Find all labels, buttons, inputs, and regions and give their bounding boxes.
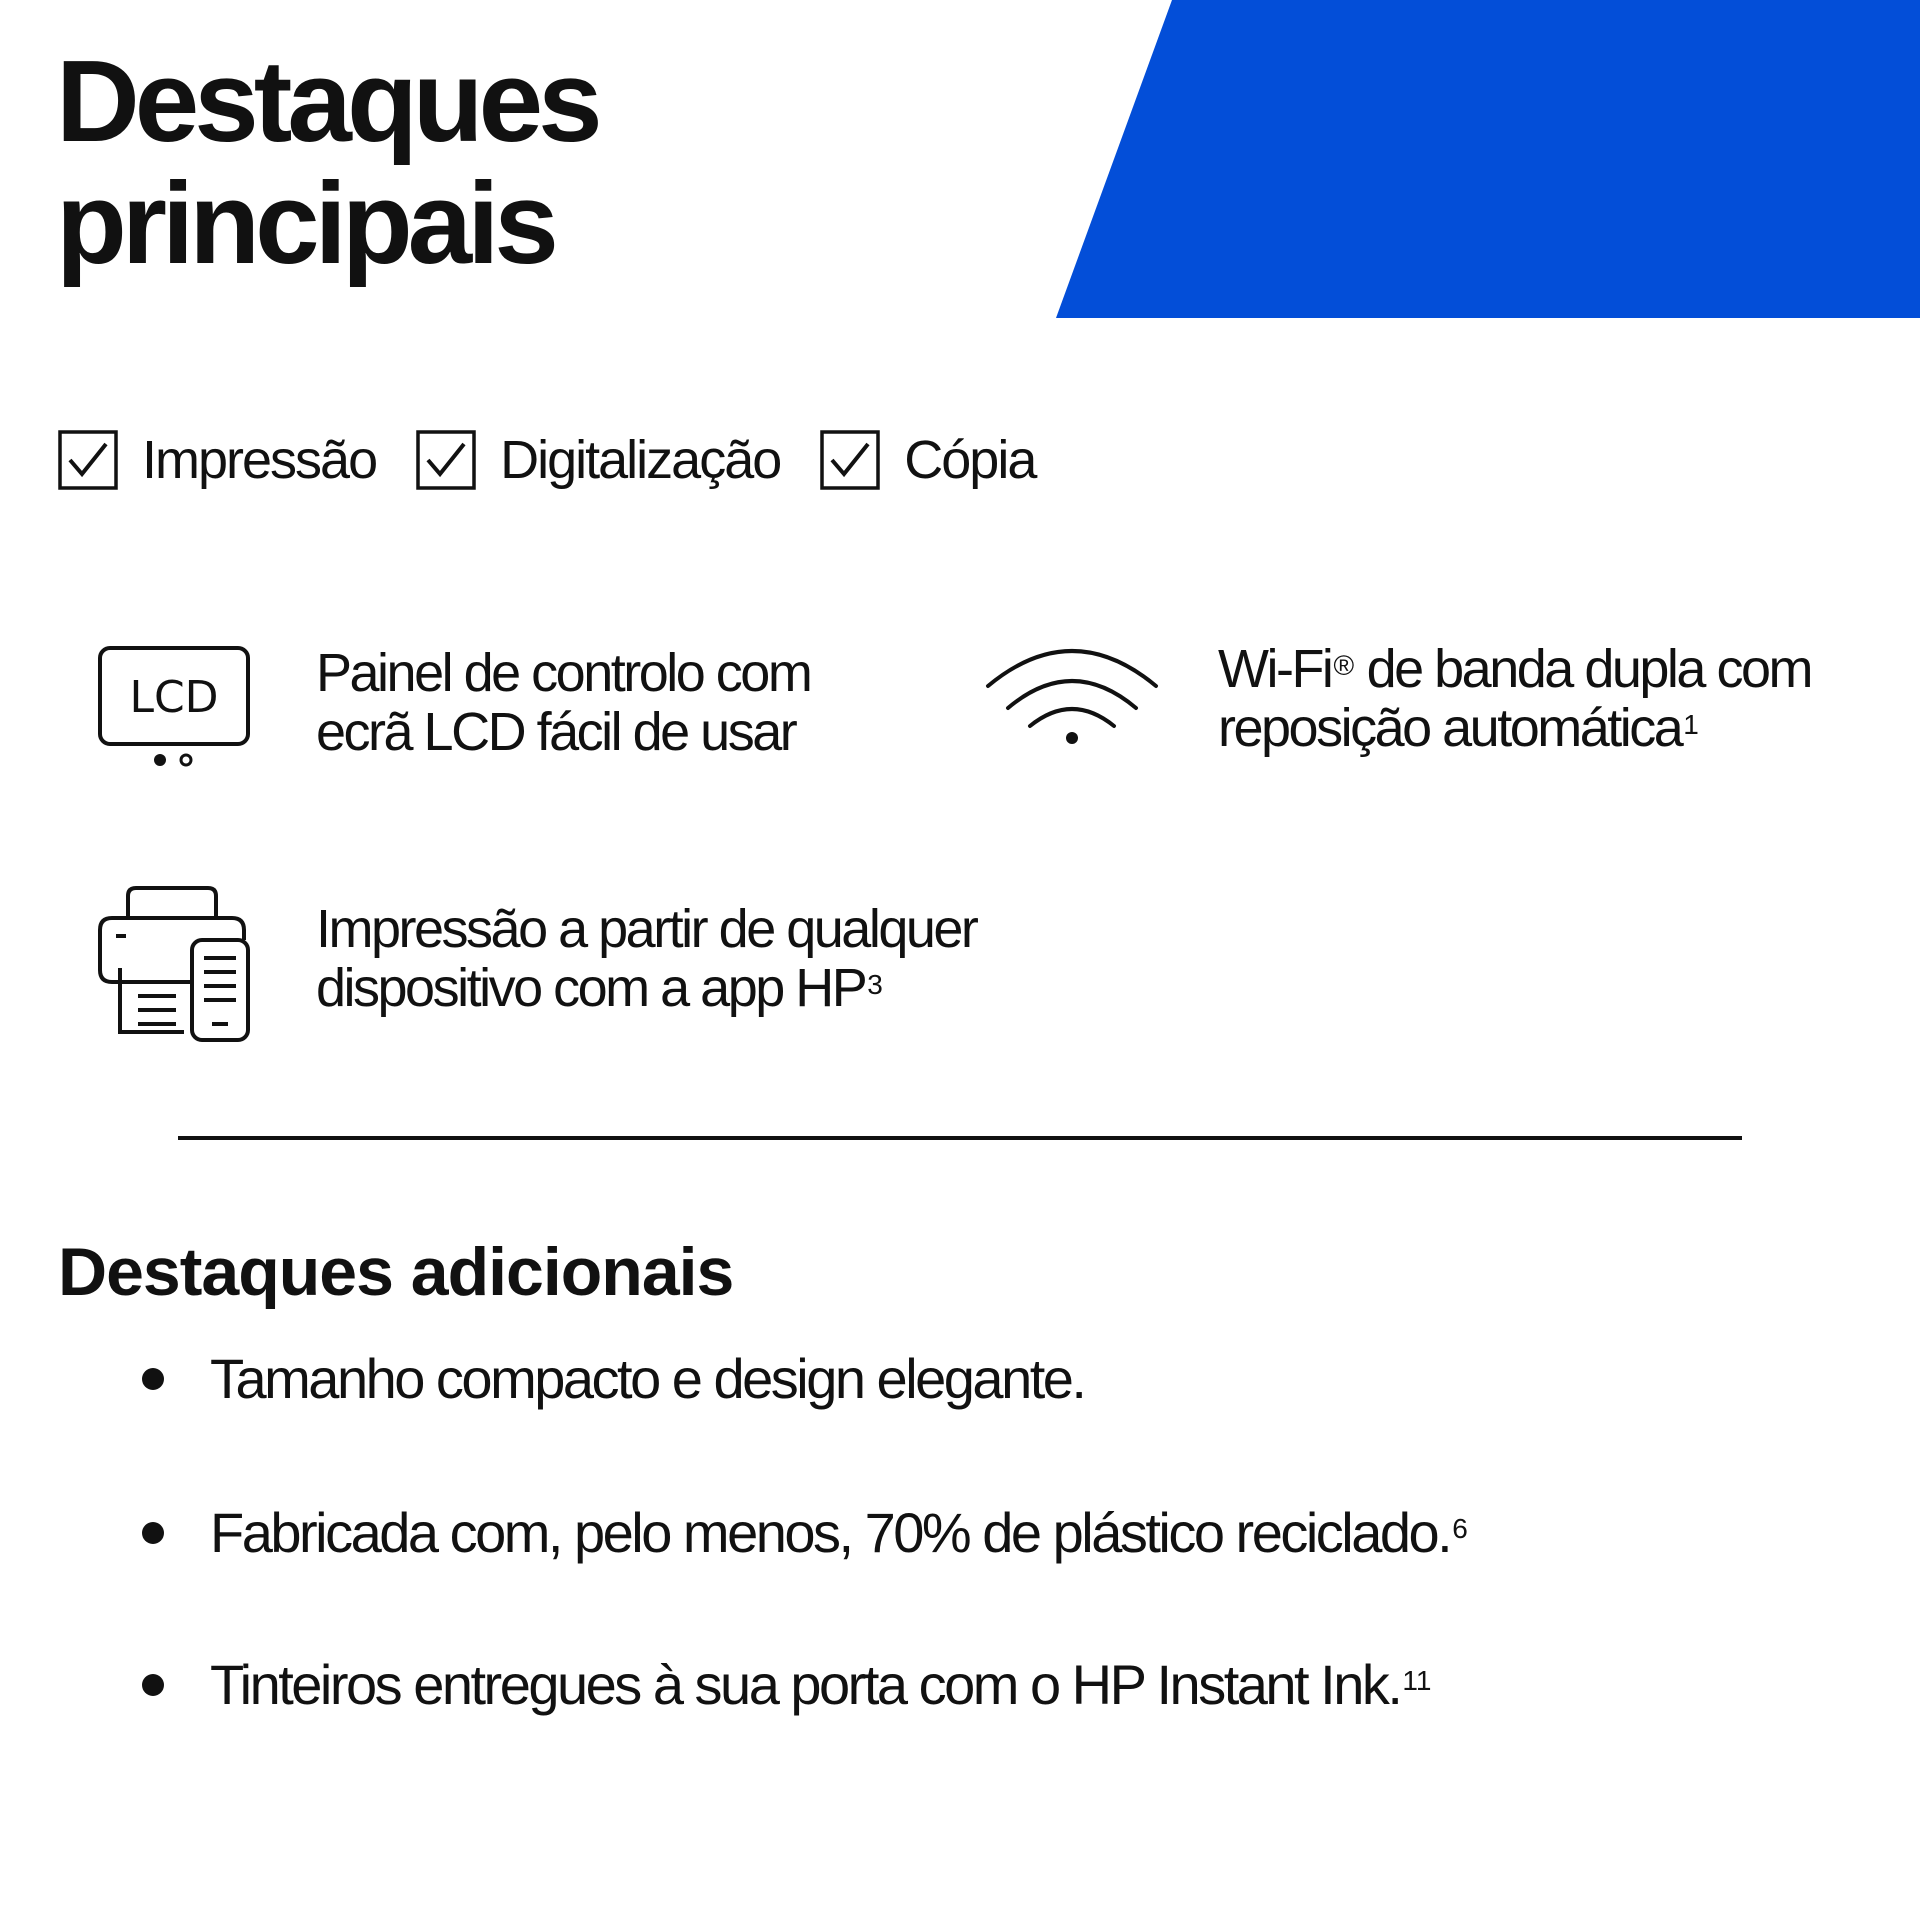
checkbox-checked-icon <box>820 430 880 490</box>
footnote-marker: 6 <box>1452 1513 1468 1544</box>
feature-lcd-line-1: Painel de controlo com <box>316 643 811 703</box>
feature-mobile-print-line-2 <box>316 959 976 1018</box>
bullet-icon <box>142 1674 164 1696</box>
checkbox-checked-icon <box>416 430 476 490</box>
list-item <box>142 1650 1432 1720</box>
footnote-marker: 1 <box>1683 709 1699 740</box>
lcd-icon-text: LCD <box>129 672 219 723</box>
bullet-icon <box>142 1522 164 1544</box>
page-title <box>56 36 598 288</box>
page-title-line-2: principais <box>56 158 554 288</box>
feature-lcd-text <box>316 644 810 762</box>
list-item-label: Tinteiros entregues à sua porta com o HP Instant Ink. <box>210 1653 1401 1716</box>
feature-wifi-line-1 <box>1218 640 1811 699</box>
section-divider <box>178 1136 1742 1140</box>
feature-wifi-line-2-text: reposição automática <box>1218 698 1682 758</box>
feature-mobile-print-text <box>316 900 976 1018</box>
lcd-panel-icon <box>96 644 254 772</box>
list-item <box>142 1498 1468 1568</box>
feature-wifi-line-1-rest: de banda dupla com <box>1354 639 1811 699</box>
capability-scan <box>416 428 780 492</box>
list-item-text <box>210 1498 1468 1568</box>
registered-mark: ® <box>1333 650 1355 681</box>
list-item-text <box>210 1650 1432 1720</box>
list-item-text <box>210 1344 1084 1414</box>
footnote-marker: 11 <box>1402 1665 1432 1696</box>
capability-copy <box>820 428 1035 492</box>
page-title-line-1: Destaques <box>56 36 598 166</box>
capabilities-row <box>58 428 1075 492</box>
additional-highlights-title: Destaques adicionais <box>58 1234 734 1310</box>
wifi-icon <box>984 640 1160 748</box>
bullet-icon <box>142 1368 164 1390</box>
capability-print-label: Impressão <box>142 430 377 490</box>
list-item-label: Fabricada com, pelo menos, 70% de plástico reciclado. <box>210 1501 1451 1564</box>
feature-lcd-line-2: ecrã LCD fácil de usar <box>316 702 796 762</box>
capability-copy-label: Cópia <box>904 430 1036 490</box>
capability-print <box>58 428 376 492</box>
feature-wifi-line-2 <box>1218 699 1811 758</box>
wifi-brand-text: Wi-Fi <box>1218 639 1332 699</box>
footnote-marker: 3 <box>867 969 883 1000</box>
feature-wifi-text <box>1218 640 1811 758</box>
feature-mobile-print-line-2-text: dispositivo com a app HP <box>316 958 866 1018</box>
list-item <box>142 1344 1084 1414</box>
printer-mobile-icon <box>96 884 256 1044</box>
capability-scan-label: Digitalização <box>500 430 781 490</box>
list-item-label: Tamanho compacto e design elegante. <box>210 1347 1085 1410</box>
checkbox-checked-icon <box>58 430 118 490</box>
feature-mobile-print-line-1: Impressão a partir de qualquer <box>316 899 977 959</box>
